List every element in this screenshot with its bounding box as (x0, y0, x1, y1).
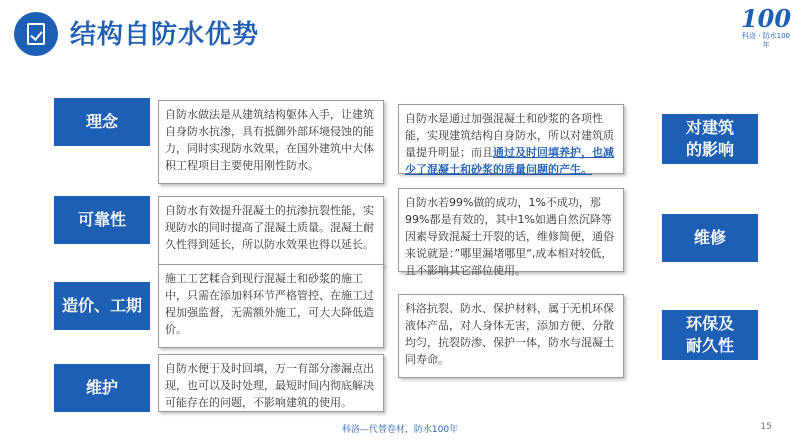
label-repair: 维修 (662, 214, 758, 262)
footer-slogan: 科洛—代替卷材，防水100年 (341, 425, 459, 435)
logo-main: 100 (740, 4, 792, 33)
box-maintenance: 自防水便于及时回填，万一有部分渗漏点出现，也可以及时处理，最短时间内彻底解决可能存在的问题，不影响建筑的使用。 (158, 354, 384, 412)
box-reliability: 自防水有效提升混凝土的抗渗抗裂性能，实现防水的同时提高了混凝土质量。混凝土耐久性得到延长，所以防水效果也得以延长。 (158, 196, 384, 266)
label-maintenance: 维护 (54, 364, 150, 412)
label-building-impact-text: 对建筑 的影响 (685, 118, 734, 159)
page-number: 15 (760, 422, 772, 432)
building-impact-text: 自防水是通过加强混凝土和砂浆的各项性能，实现建筑结构自身防水，所以对建筑质量提升明显；而且 (405, 112, 614, 159)
box-building-impact (398, 104, 624, 174)
label-eco-durability (662, 310, 758, 360)
label-reliability: 可靠性 (54, 196, 150, 244)
building-impact-highlight: 通过及时回填养护，也减少了混凝土和砂浆的质量问题的产生。 (405, 146, 614, 176)
logo-sub: 科洛 · 防水100年 (741, 32, 791, 49)
label-eco-durability-text: 环保及 耐久性 (685, 314, 734, 355)
box-eco-durability: 科洛抗裂、防水、保护材料，属于无机环保液体产品，对人身体无害，添加方便、分散均匀，抗裂防渗、保护一体，防水与混凝土同寿命。 (398, 294, 624, 378)
page-title: 结构自防水优势 (70, 20, 260, 50)
label-building-impact (662, 114, 758, 164)
document-check-icon (14, 12, 58, 56)
box-concept: 自防水做法是从建筑结构躯体入手，让建筑自身防水抗渗，具有抵御外部环境侵蚀的能力，同时实现防水效果，在国外建筑中大体积工程项目主要使用刚性防水。 (158, 100, 384, 184)
label-concept: 理念 (54, 98, 150, 146)
brand-logo (740, 4, 792, 49)
box-cost-schedule: 施工工艺糅合到现行混凝土和砂浆的施工中，只需在添加料环节严格管控、在施工过程加强监督，无需额外施工，可大大降低造价。 (158, 264, 384, 348)
label-cost-schedule: 造价、工期 (54, 282, 150, 330)
box-repair: 自防水若99%做的成功，1%不成功，那99%都是有效的，其中1%如遇自然沉降等因素导致混凝土开裂的话，维修简便，通俗来说就是：”哪里漏堵哪里“,成本相对较低，且不影响其它部位使用。 (398, 188, 624, 272)
